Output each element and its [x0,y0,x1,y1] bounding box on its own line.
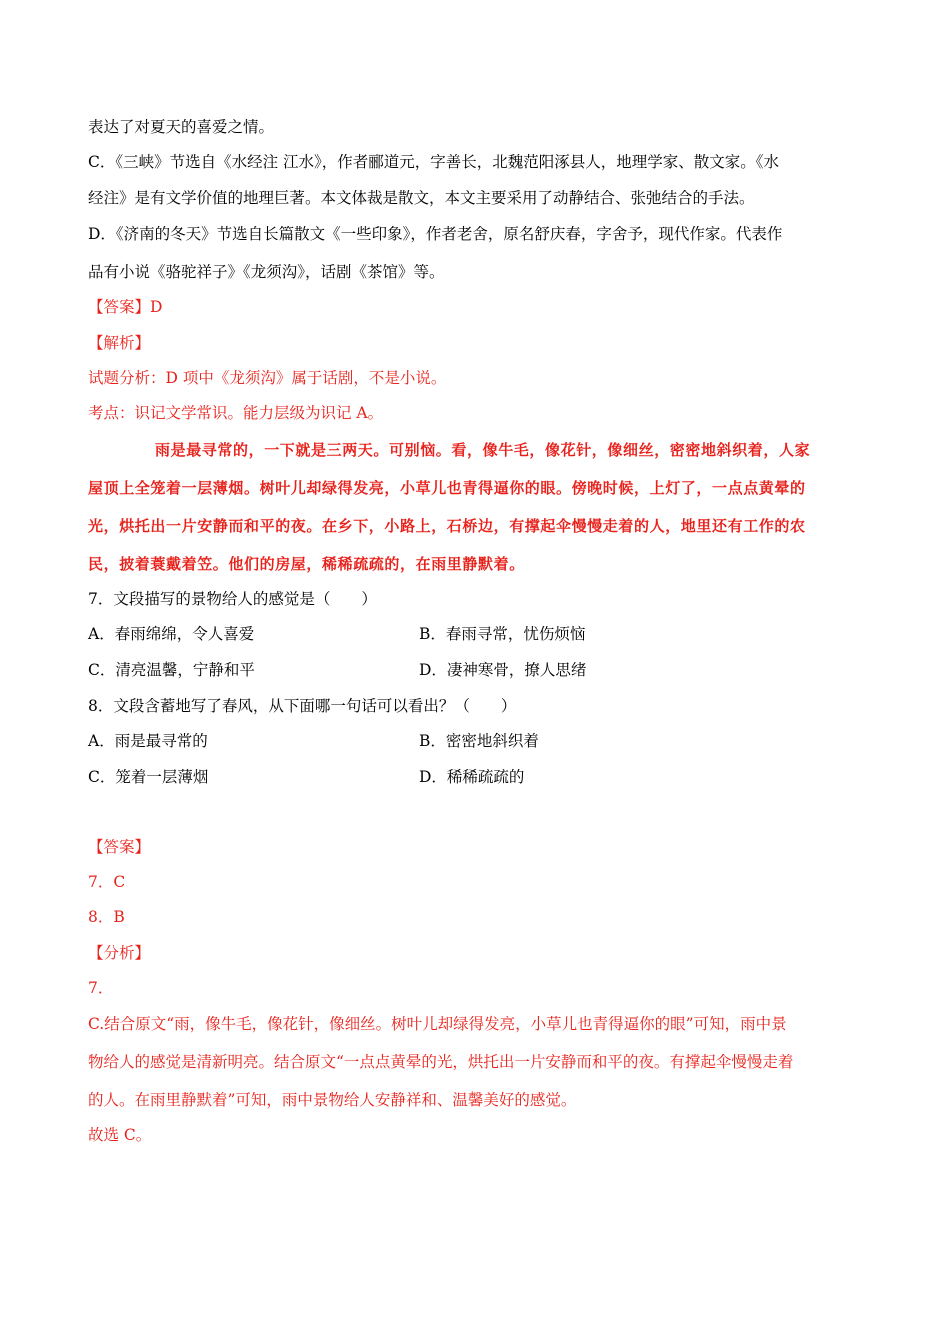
answers-label: 【答案】 [88,838,151,856]
answer-q7-conclusion: 故选 C。 [88,1126,152,1144]
answer-label: 【答案】D [88,298,163,316]
intro-summer-line: 表达了对夏天的喜爱之情。 [88,118,275,136]
answer-q7-number: 7． [88,979,114,997]
question-8-option-a: A．雨是最寻常的 [88,732,208,750]
question-7-option-c: C．清亮温馨，宁静和平 [88,661,255,679]
passage-line-4: 民，披着蓑戴着笠。他们的房屋，稀稀疏疏的，在雨里静默着。 [88,555,525,573]
question-7-option-a: A．春雨绵绵，令人喜爱 [88,625,255,643]
option-c-line-2: 经注》是有文学价值的地理巨著。本文体裁是散文，本文主要采用了动静结合、张弛结合的手法。 [88,189,755,207]
passage-line-3: 光，烘托出一片安静而和平的夜。在乡下，小路上，石桥边，有撑起伞慢慢走着的人，地里还有工作的农 [88,517,806,535]
answer-q7-explanation-3: 的人。在雨里静默着”可知，雨中景物给人安静祥和、温馨美好的感觉。 [88,1091,577,1109]
answer-q7-explanation-2: 物给人的感觉是清新明亮。结合原文“一点点黄晕的光，烘托出一片安静而和平的夜。有撑起伞慢慢走着 [88,1053,794,1071]
question-8-option-c: C．笼着一层薄烟 [88,768,209,786]
question-7-option-d: D．凄神寒骨，撩人思绪 [419,661,587,679]
question-8-option-d: D．稀稀疏疏的 [419,768,525,786]
passage-line-2: 屋顶上全笼着一层薄烟。树叶儿却绿得发亮，小草儿也青得逼你的眼。傍晚时候，上灯了，一点点黄晕的 [88,479,806,497]
question-8-option-b: B．密密地斜织着 [419,732,539,750]
answer-q8: 8．B [88,908,125,926]
answer-q7: 7．C [88,873,126,891]
question-8-stem: 8．文段含蓄地写了春风，从下面哪一句话可以看出？（ ） [88,697,517,715]
option-c-line-1: C．《三峡》节选自《水经注 江水》，作者郦道元，字善长，北魏范阳涿县人，地理学家、散文家。《水 [88,153,780,171]
passage-line-1: 雨是最寻常的，一下就是三两天。可别恼。看，像牛毛，像花针，像细丝，密密地斜织着，人家 [155,441,811,459]
key-point: 考点：识记文学常识。能力层级为识记 A。 [88,404,384,422]
answers-analysis-label: 【分析】 [88,944,151,962]
analysis-label: 【解析】 [88,334,151,352]
option-d-line-1: D．《济南的冬天》节选自长篇散文《一些印象》，作者老舍，原名舒庆春，字舍予，现代作家。代表作 [88,225,783,243]
analysis-text: 试题分析：D 项中《龙须沟》属于话剧，不是小说。 [88,369,447,387]
option-d-line-2: 品有小说《骆驼祥子》《龙须沟》，话剧《茶馆》等。 [88,263,445,281]
question-7-option-b: B．春雨寻常，忧伤烦恼 [419,625,586,643]
answer-q7-explanation-1: C.结合原文“雨，像牛毛，像花针，像细丝。树叶儿却绿得发亮，小草儿也青得逼你的眼”可知，雨中景 [88,1015,787,1033]
question-7-stem: 7．文段描写的景物给人的感觉是（ ） [88,590,377,608]
